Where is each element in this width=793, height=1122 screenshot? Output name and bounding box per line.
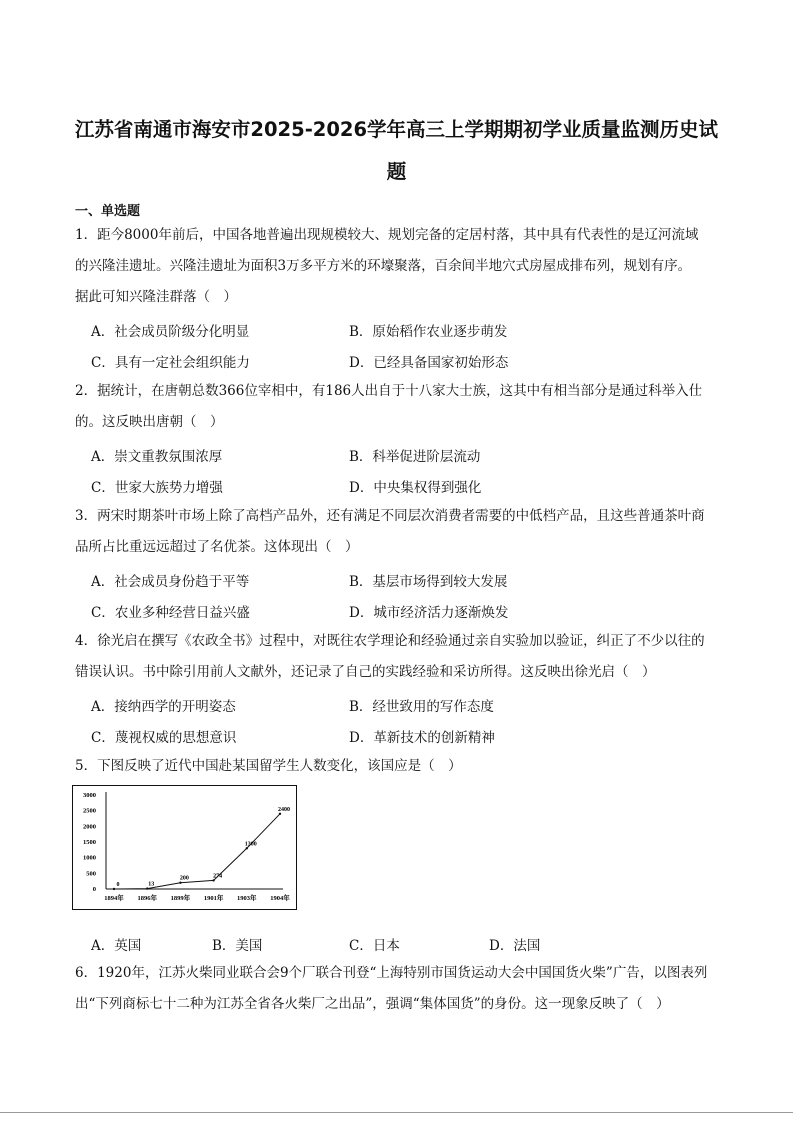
- student-count-chart: [72, 785, 297, 910]
- data-label: 2400: [278, 806, 290, 813]
- question-line: 据此可知兴隆洼群落（ ）: [75, 289, 237, 305]
- question-line: 6．1920年，江苏火柴同业联合会9个厂联合刊登“上海特别市国货运动大会中国国货火柴”广告，以图表列: [75, 965, 708, 981]
- page-bottom-rule: [0, 1112, 793, 1113]
- data-label: 0: [116, 882, 120, 888]
- data-label: 200: [179, 875, 189, 882]
- option-c[interactable]: C．蔑视权威的思想意识: [91, 730, 237, 746]
- option-a[interactable]: A．英国: [91, 938, 142, 954]
- option-a[interactable]: A．崇文重教氛围浓厚: [91, 449, 223, 465]
- option-b[interactable]: B．科举促进阶层流动: [349, 449, 481, 465]
- option-b[interactable]: B．经世致用的写作态度: [349, 699, 494, 715]
- data-label: 1300: [244, 841, 257, 848]
- x-tick-label: 1904年: [270, 895, 290, 902]
- option-b[interactable]: B．美国: [212, 938, 263, 954]
- option-a[interactable]: A．社会成员身份趋于平等: [91, 574, 250, 590]
- question-line: 的。这反映出唐朝（ ）: [75, 414, 224, 430]
- option-a[interactable]: A．社会成员阶级分化明显: [91, 324, 250, 340]
- option-d[interactable]: D．已经具备国家初始形态: [349, 355, 509, 371]
- data-point: [179, 882, 181, 884]
- data-label: 13: [148, 881, 155, 888]
- question-4: [75, 626, 721, 688]
- question-6: [75, 958, 721, 1020]
- y-tick-label: 2000: [83, 823, 96, 831]
- data-point: [146, 887, 148, 889]
- question-line: 出“下列商标七十二种为江苏全省各火柴厂之出品”，强调“集体国货”的身份。这一现象反映了（ ）: [75, 996, 670, 1012]
- question-2: [75, 376, 721, 438]
- data-point: [246, 847, 248, 849]
- x-tick-label: 1899年: [170, 895, 191, 902]
- option-c[interactable]: C．日本: [349, 938, 400, 954]
- option-d[interactable]: D．城市经济活力逐渐焕发: [349, 605, 509, 621]
- document-title: 江苏省南通市海安市2025-2026学年高三上学期期初学业质量监测历史试: [74, 118, 719, 141]
- question-line: 5．下图反映了近代中国赴某国留学生人数变化，该国应是（ ）: [75, 758, 462, 774]
- question-line: 4．徐光启在撰写《农政全书》过程中，对既往农学理论和经验通过亲自实验加以验证，纠正了不少以往的: [75, 633, 705, 649]
- document-title-continued: 题: [386, 160, 407, 183]
- option-d[interactable]: D．法国: [489, 938, 541, 954]
- option-b[interactable]: B．原始稻作农业逐步萌发: [349, 324, 508, 340]
- question-line: 3．两宋时期茶叶市场上除了高档产品外，还有满足不同层次消费者需要的中低档产品，且这些普通茶叶商: [75, 508, 705, 524]
- option-c[interactable]: C．具有一定社会组织能力: [91, 355, 250, 371]
- y-tick-label: 500: [86, 870, 96, 878]
- option-c[interactable]: C．世家大族势力增强: [91, 480, 223, 496]
- y-tick-label: 1500: [83, 839, 96, 846]
- x-tick-label: 1901年: [203, 895, 224, 902]
- option-c[interactable]: C．农业多种经营日益兴盛: [91, 605, 250, 621]
- section-heading: 一、单选题: [75, 204, 141, 219]
- data-point: [279, 813, 281, 815]
- y-tick-label: 3000: [83, 792, 96, 799]
- question-5: [75, 751, 721, 782]
- chart-canvas: [73, 786, 296, 909]
- question-line: 错误认识。书中除引用前人文献外，还记录了自己的实践经验和采访所得。这反映出徐光启（ ）: [75, 664, 656, 680]
- series-line: [114, 814, 280, 889]
- data-point: [212, 879, 214, 881]
- x-tick-label: 1896年: [137, 895, 157, 902]
- question-line: 1．距今8000年前后，中国各地普遍出现规模较大、规划完备的定居村落，其中具有代表性的是辽河流域: [75, 227, 699, 243]
- option-a[interactable]: A．接纳西学的开明姿态: [91, 699, 236, 715]
- option-d[interactable]: D．中央集权得到强化: [349, 480, 482, 496]
- question-line: 的兴隆洼遗址。兴隆洼遗址为面积3万多平方米的环壕聚落，百余间半地穴式房屋成排布列，规划有序。: [75, 258, 692, 274]
- y-tick-label: 2500: [83, 807, 96, 815]
- question-3: [75, 501, 721, 563]
- x-tick-label: 1894年: [104, 895, 124, 902]
- option-b[interactable]: B．基层市场得到较大发展: [349, 574, 508, 590]
- question-1: [75, 220, 721, 313]
- question-line: 品所占比重远远超过了名优茶。这体现出（ ）: [75, 539, 359, 555]
- question-line: 2．据统计，在唐朝总数366位宰相中，有186人出自于十八家大士族，这其中有相当部分是通过科举入仕: [75, 383, 703, 399]
- y-tick-label: 1000: [83, 854, 96, 862]
- option-d[interactable]: D．革新技术的创新精神: [349, 730, 495, 746]
- x-tick-label: 1903年: [237, 895, 257, 902]
- y-tick-label: 0: [92, 886, 96, 893]
- data-label: 274: [213, 873, 223, 880]
- data-point: [113, 888, 115, 890]
